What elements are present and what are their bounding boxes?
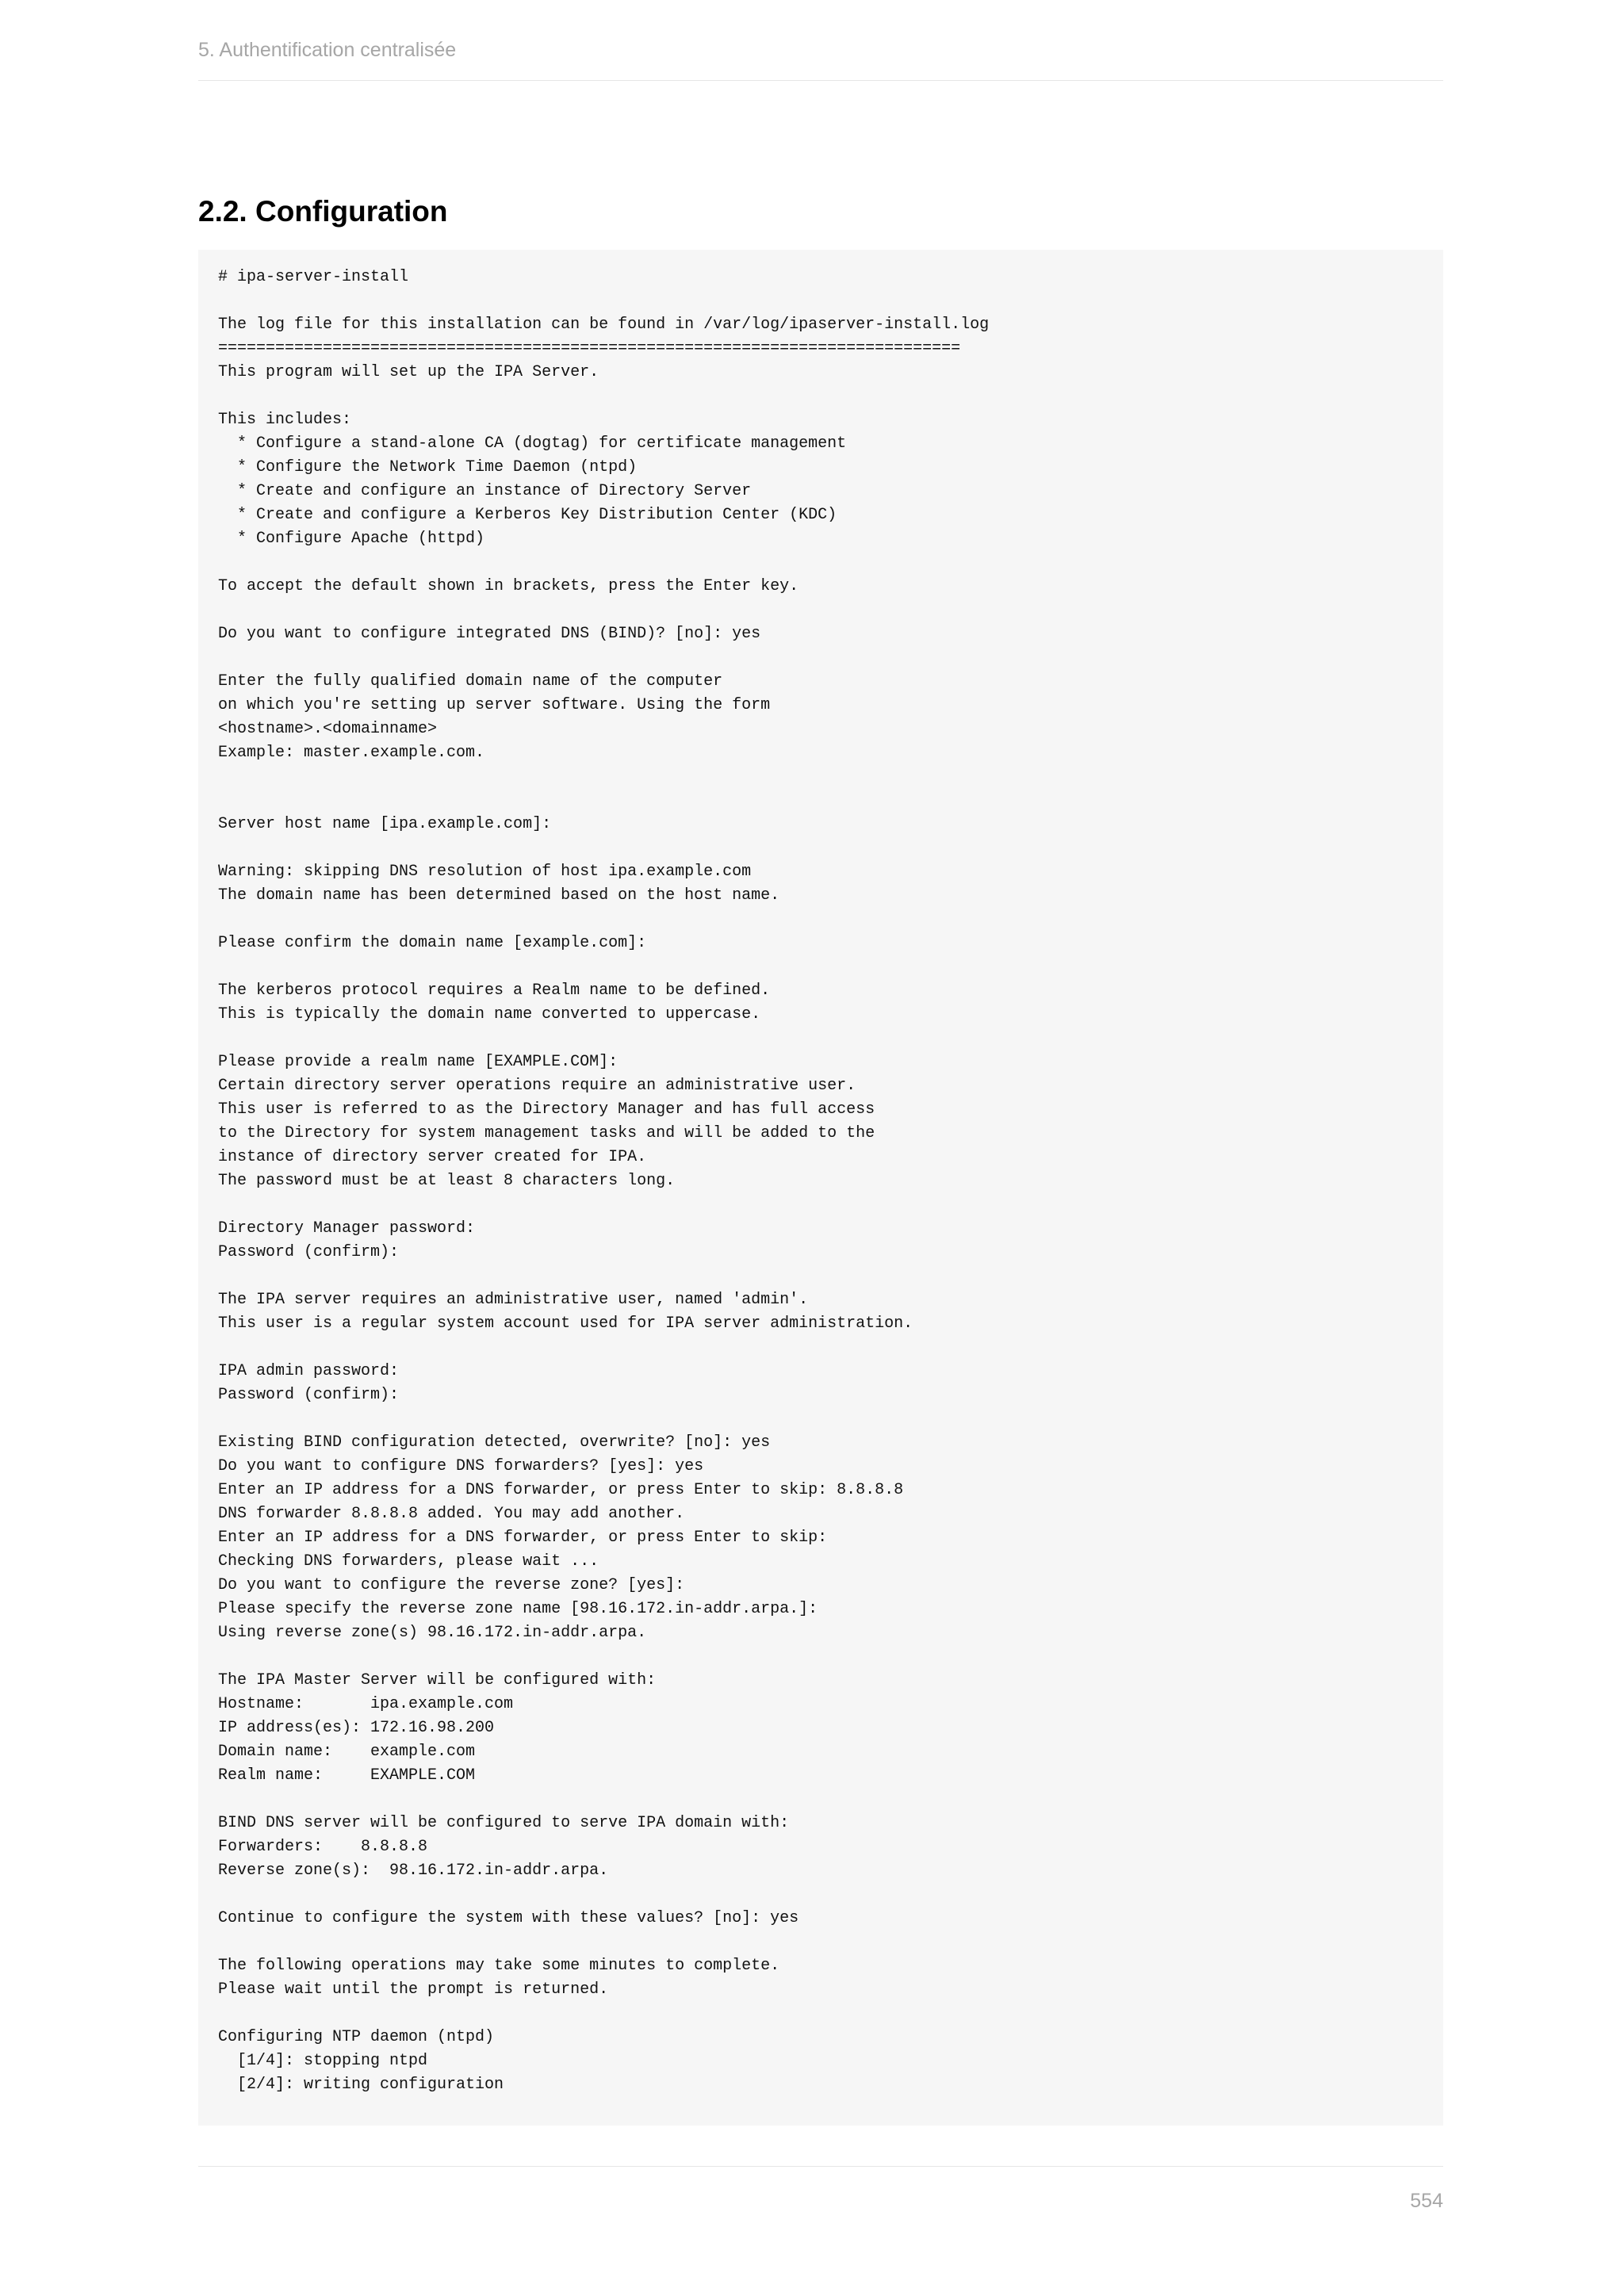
code-listing: # ipa-server-install The log file for this installation can be found in /var/log/ipaserver-install.log ============================================================================== This program will set up the IPA Server. This includes: * Configure a stand-alone CA (dogtag) for certificate management * Configure the Network Time Daemon (ntpd) * Create and configure an instance of Directory Server * Create and configure a Kerberos Key Distribution Center (KDC) * Configure Apache (httpd) To accept the default shown in brackets, press the Enter key. Do you want to configure integrated DNS (BIND)? [no]: yes Enter the fully qualified domain name of the computer on which you're setting up server software. Using the form <hostname>.<domainname> Example: master.example.com. Server host name [ipa.example.com]: Warning: skipping DNS resolution of host ipa.example.com The domain name has been determined based on the host name. Please confirm the domain name [example.com]: The kerberos protocol requires a Realm name to be defined. This is typically the domain name converted to uppercase. Please provide a realm name [EXAMPLE.COM]: Certain directory server operations require an administrative user. This user is referred to as the Directory Manager and has full access to the Directory for system management tasks and will be added to the instance of directory server created for IPA. The password must be at least 8 characters long. Directory Manager password: Password (confirm): The IPA server requires an administrative user, named 'admin'. This user is a regular system account used for IPA server administration. IPA admin password: Password (confirm): Existing BIND configuration detected, overwrite? [no]: yes Do you want to configure DNS forwarders? [yes]: yes Enter an IP address for a DNS forwarder, or press Enter to skip: 8.8.8.8 DNS forwarder 8.8.8.8 added. You may add another. Enter an IP address for a DNS forwarder, or press Enter to skip: Checking DNS forwarders, please wait ... Do you want to configure the reverse zone? [yes]: Please specify the reverse zone name [98.16.172.in-addr.arpa.]: Using reverse zone(s) 98.16.172.in-addr.arpa. The IPA Master Server will be configured with: Hostname: ipa.example.com IP address(es): 172.16.98.200 Domain name: example.com Realm name: EXAMPLE.COM BIND DNS server will be configured to serve IPA domain with: Forwarders: 8.8.8.8 Reverse zone(s): 98.16.172.in-addr.arpa. Continue to configure the system with these values? [no]: yes The following operations may take some minutes to complete. Please wait until the prompt is returned. Configuring NTP daemon (ntpd) [1/4]: stopping ntpd [2/4]: writing configuration — [218, 268, 990, 2094]
code-block — [198, 250, 1443, 2126]
page-footer — [198, 2166, 1443, 2214]
page-number: 554 — [1410, 2190, 1443, 2212]
chapter-title: 5. Authentification centralisée — [198, 39, 457, 61]
section-title: 2.2. Configuration — [198, 195, 448, 228]
page-header — [198, 36, 1443, 81]
